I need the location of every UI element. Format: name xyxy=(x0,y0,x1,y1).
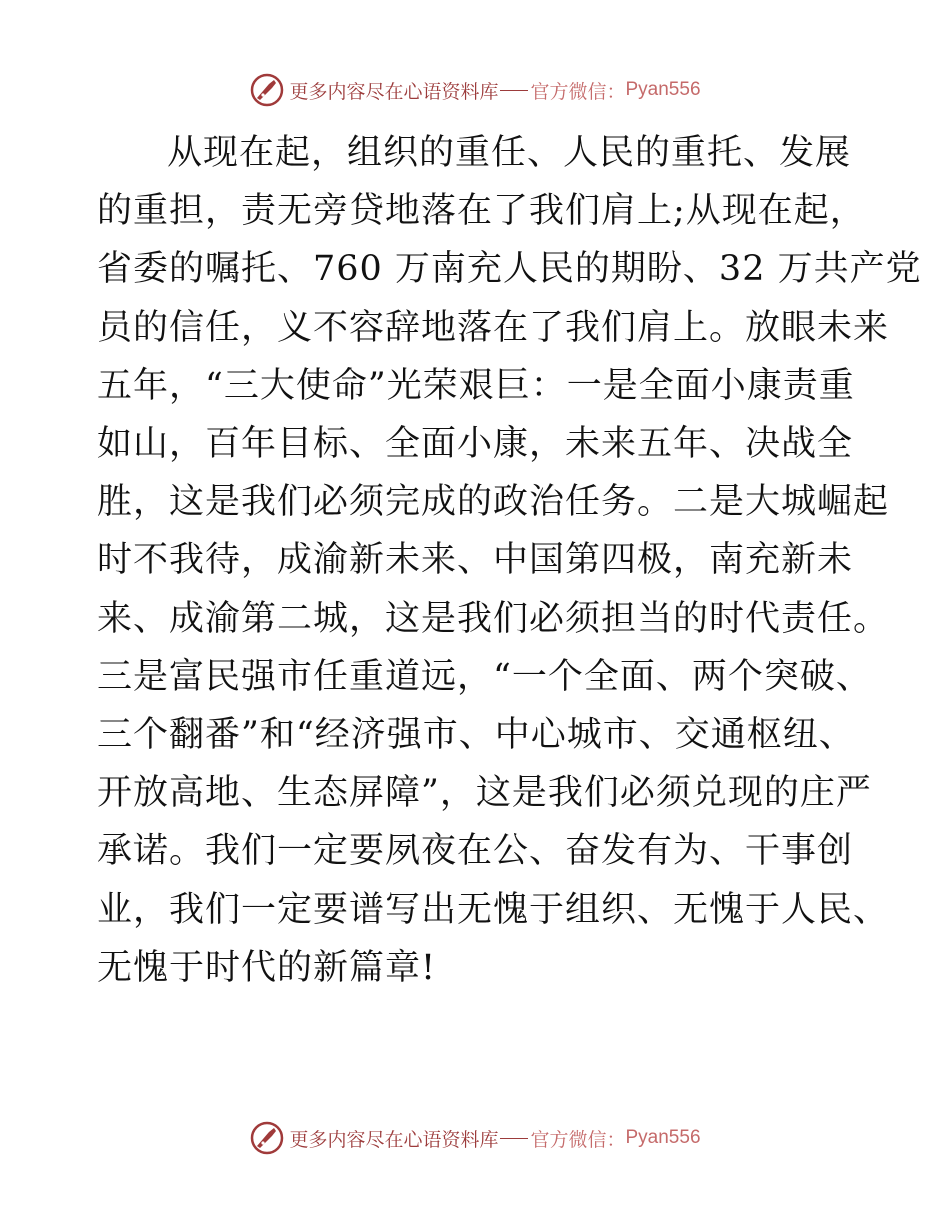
pen-nib-logo-icon xyxy=(249,72,285,108)
paragraph-line: 三个翻番”和“经济强市、中心城市、交通枢纽、 xyxy=(97,715,855,756)
banner-wechat-id: Pyan556 xyxy=(625,1127,701,1148)
banner-dash xyxy=(500,90,528,91)
banner-site-text: 更多内容尽在心语资料库 xyxy=(289,80,499,103)
paragraph-line: 承诺。我们一定要夙夜在公、奋发有为、干事创 xyxy=(97,831,854,872)
paragraph-line: 三是富民强市任重道远，“一个全面、两个突破、 xyxy=(97,656,872,697)
pen-nib-logo-icon xyxy=(249,1120,285,1156)
paragraph-line: 五年，“三大使命”光荣艰巨：一是全面小康责重 xyxy=(97,365,855,406)
paragraph-line: 员的信任，义不容辞地落在了我们肩上。放眼未来 xyxy=(97,307,890,348)
paragraph-line: 时不我待，成渝新未来、中国第四极，南充新未 xyxy=(97,540,854,581)
paragraph-line: 无愧于时代的新篇章! xyxy=(97,947,437,988)
paragraph-line: 省委的嘱托、760 万南充人民的期盼、32 万共产党 xyxy=(97,249,922,290)
banner-wechat-label: 官方微信： xyxy=(530,80,626,103)
paragraph-line: 来、成渝第二城，这是我们必须担当的时代责任。 xyxy=(97,598,890,639)
banner-wechat-label: 官方微信： xyxy=(530,1128,626,1151)
banner-dash xyxy=(500,1138,528,1139)
banner-site-text: 更多内容尽在心语资料库 xyxy=(289,1128,499,1151)
banner-wechat-id: Pyan556 xyxy=(625,79,701,100)
paragraph-line: 胜，这是我们必须完成的政治任务。二是大城崛起 xyxy=(97,482,890,523)
paragraph-line: 从现在起，组织的重任、人民的重托、发展 xyxy=(167,133,852,173)
header-banner xyxy=(0,70,950,110)
paragraph-line: 开放高地、生态屏障”，这是我们必须兑现的庄严 xyxy=(97,773,872,814)
paragraph-line: 如山，百年目标、全面小康，未来五年、决战全 xyxy=(97,424,854,465)
footer-banner xyxy=(0,1118,950,1158)
paragraph-line: 的重担，责无旁贷地落在了我们肩上;从现在起， xyxy=(97,191,866,232)
paragraph-line: 业，我们一定要谱写出无愧于组织、无愧于人民、 xyxy=(97,889,890,930)
body-paragraph xyxy=(97,124,922,997)
